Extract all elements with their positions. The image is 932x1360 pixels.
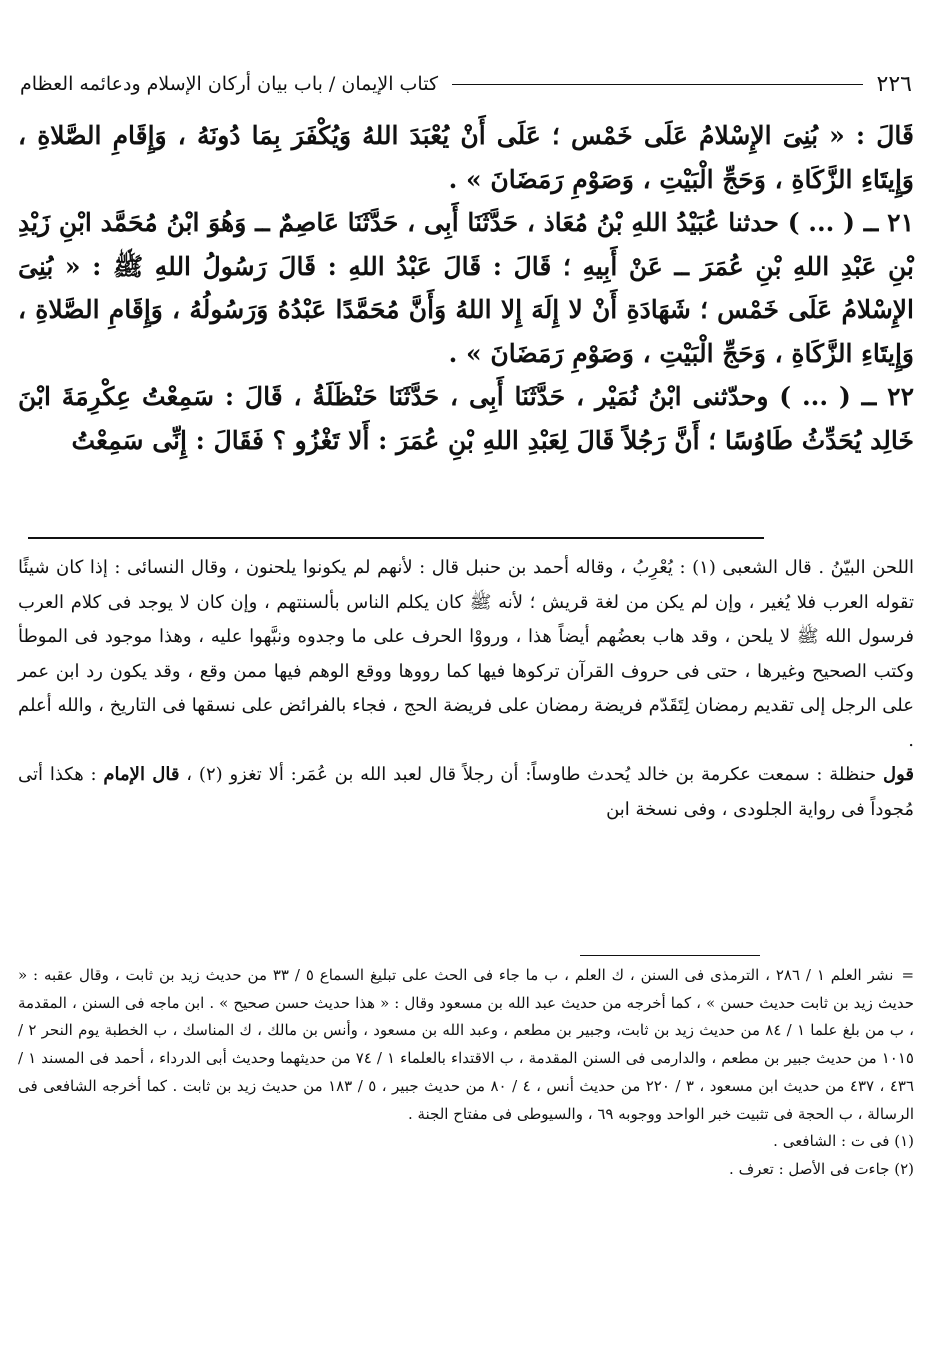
- running-title: كتاب الإيمان / باب بيان أركان الإسلام ودعائمه العظام: [20, 73, 438, 95]
- commentary-paragraph-2: [18, 758, 914, 827]
- footnote-continuation-text: نشر العلم ١ / ٢٨٦ ، الترمذى فى السنن ، ك العلم ، ب ما جاء فى الحث على تبليغ السماع ٥ / ٣٣ من حديث زيد بن ثابت ، وقال عقبه : « حديث زيد بن ثابت حديث حسن » ، كما أخرجه من حديث عبد الله بن مسعود وقال : « هذا حديث حسن صحيح » . ابن ماجه فى السنن ، المقدمة ، ب من بلغ علما ١ / ٨٤ من حديث زيد بن ثابت، وجبير بن مطعم ، وعبد الله بن مسعود ، وأنس بن مالك ، ك المناسك ، ب الخطبة يوم النحر ٢ / ١٠١٥ من حديث جبير بن مطعم ، والدارمى فى السنن المقدمة ، ب الاقتداء بالعلماء ١ / ٧٤ من حديثهما وحديث أبى الدرداء ، أحمد فى المسند ١ / ٤٣٦ ، ٤٣٧ من حديث ابن مسعود ، ٣ / ٢٢٠ من حديث أنس ، ٤ / ٨٠ من حديث جبير ، ٥ / ١٨٣ من حديث زيد بن ثابت . كما أخرجه الشافعى فى الرسالة ، ب الحجة فى تثبيت خبر الواحد ووجوبه ٦٩ ، والسيوطى فى مفتاح الجنة .: [18, 966, 914, 1123]
- hadith-paragraph-20-end: قَالَ : « بُنِىَ الإِسْلامُ عَلَى خَمْس ؛ عَلَى أَنْ يُعْبَدَ اللهُ وَيُكْفَرَ بِمَا دُونَهُ ، وَإِقَامِ الصَّلاةِ ، وَإِيتَاءِ الزَّكَاةِ ، وَحَجِّ الْبَيْتِ ، وَصَوْمِ رَمَضَانَ » .: [18, 121, 914, 194]
- commentary-text: : هكذا أتى مُجوداً فى رواية الجلودى ، وفى نسخة ابن: [18, 764, 914, 820]
- hadith-text: [18, 114, 914, 462]
- footnotes: [18, 962, 914, 1184]
- hadith-paragraph-22: ٢٢ ــ ( ... ) وحدّثنى ابْنُ نُمَيْر ، حَدَّثَنَا أَبِى ، حَدَّثَنَا حَنْظَلَةُ ، قَالَ : سَمِعْتُ عِكْرِمَةَ ابْنَ خَالِد يُحَدِّثُ طَاوُسًا ؛ أَنَّ رَجُلاً قَالَ لِعَبْدِ اللهِ بْنِ عُمَرَ : أَلا تَغْزُو ؟ فَقَالَ : إِنِّى سَمِعْتُ: [18, 382, 914, 455]
- footnote-1: (١) فى ت : الشافعى .: [773, 1132, 914, 1151]
- commentary-label-qawl: قول: [883, 764, 914, 785]
- header-rule: [452, 84, 863, 85]
- footnote-2: (٢) جاءت فى الأصل : تعرف .: [729, 1159, 914, 1178]
- text-separator-rule: [28, 537, 764, 539]
- commentary: [18, 551, 914, 827]
- running-header: [20, 66, 912, 102]
- hadith-paragraph-21: ٢١ ــ ( ... ) حدثنا عُبَيْدُ اللهِ بْنُ مُعَاذ ، حَدَّثَنَا أَبِى ، حَدَّثَنَا عَاصِمٌ ــ وَهُوَ ابْنُ مُحَمَّد ابْنِ زَيْدِ بْنِ عَبْدِ اللهِ بْنِ عُمَرَ ــ عَنْ أَبِيهِ ؛ قَالَ : قَالَ عَبْدُ اللهِ : قَالَ رَسُولُ اللهِ ﷺ : « بُنِىَ الإِسْلامُ عَلَى خَمْس ؛ شَهَادَةِ أَنْ لا إِلَهَ إِلا اللهُ وَأَنَّ مُحَمَّدًا عَبْدُهُ وَرَسُولُهُ ، وَإِقَامِ الصَّلاةِ ، وَإِيتَاءِ الزَّكَاةِ ، وَحَجِّ الْبَيْتِ ، وَصَوْمِ رَمَضَانَ » .: [18, 208, 914, 368]
- commentary-label-qal-al-imam: قال الإمام: [103, 764, 180, 785]
- page-number: ٢٢٦: [876, 71, 912, 97]
- commentary-paragraph-1: اللحن البيّنُ . قال الشعبى (١) : يُعْرِبُ ، وقاله أحمد بن حنبل قال : لأنهم لم يكونوا يلحنون ، وقال النسائى : إذا كان شيئًا تقوله العرب فلا يُغير ، وإن لم يكن من لغة قريش ؛ لأنه ﷺ كان يكلم الناس بألسنتهم ، وإن كان لا يوجد فى كلام العرب فرسول الله ﷺ لا يلحن ، وقد هاب بعضُهم أيضاً هذا ، ورووْا الحرف على ما وجدوه ونبَّهوا عليه ، وهذا موجود فى الموطأ وكتب الصحيح وغيرها ، حتى فى حروف القرآن تركوها فيها كما رووها ووقع الوهم فيها ممن وقع ، وقد يكون رد ابن عمر على الرجل إلى تقديم رمضان لِتَقَدّم فريضة رمضان على فريضة الحج ، فجاء بالفرائض على نسقها فى التاريخ ، والله أعلم .: [18, 557, 914, 751]
- commentary-text: حنظلة : سمعت عكرمة بن خالد يُحدث طاوساً: أن رجلاً قال لعبد الله بن عُمَر: ألا تغزو (٢) ،: [179, 764, 884, 785]
- footnote-continuation: [18, 962, 914, 1128]
- footnote-rule: [580, 955, 760, 956]
- continuation-mark: =: [901, 966, 915, 984]
